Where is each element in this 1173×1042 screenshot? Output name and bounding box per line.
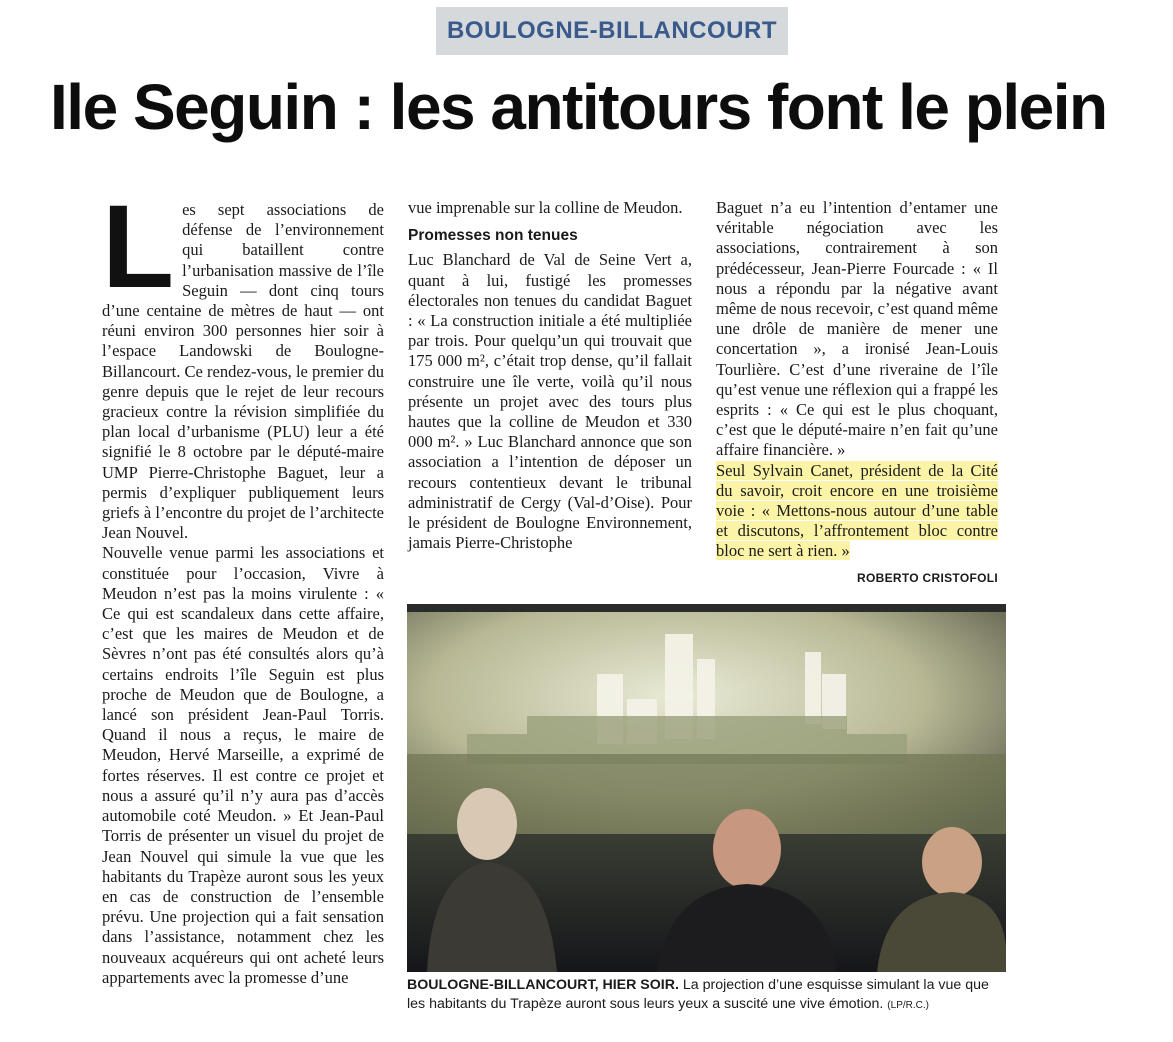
article-column-2 xyxy=(408,198,692,553)
drop-cap: L xyxy=(102,181,175,313)
caption-source: (LP/R.C.) xyxy=(887,1000,929,1011)
highlighted-text: Seul Sylvain Canet, président de la Cité du savoir, croit encore en une troisième voie : « Mettons-nous autour d’une table et discutons, l’affrontement bloc contre bloc ne sert à rien. » xyxy=(716,460,998,561)
article-column-1 xyxy=(102,181,384,988)
caption-text: La projection d’une esquisse simulant la vue que les habitants du Trapèze auront sous leurs yeux a suscité une vive émotion. xyxy=(407,977,989,1012)
subheading: Promesses non tenues xyxy=(408,227,578,245)
news-photo xyxy=(407,604,1006,972)
article-column-3 xyxy=(716,198,998,562)
article-paragraph-4: Luc Blanchard de Val de Seine Vert a, quant à lui, fustigé les promesses électorales non tenues du candidat Baguet : « La construction initiale a été multipliée par trois. Pour quelqu’un qui trouvait que 175 000 m², c’était trop dense, qu’il fallait construire une île verte, voilà qu’il nous présente un projet avec des tours plus hautes que la colline de Meudon et 330 000 m². » Luc Blanchard annonce que son association a l’intention de déposer un recours contentieux devant le tribunal administratif de Cergy (Val-d’Oise). Pour le président de Boulogne Environnement, jamais Pierre-Christophe xyxy=(408,250,692,553)
article-paragraph-3: vue imprenable sur la colline de Meudon. xyxy=(408,198,683,217)
section-kicker: BOULOGNE-BILLANCOURT xyxy=(436,7,788,55)
article-paragraph-5: Baguet n’a eu l’intention d’entamer une véritable négociation avec les associations, contrairement à son prédécesseur, Jean-Pierre Fourcade : « Il nous a répondu par la négative avant même de nous recevoir, c’est quand même une drôle de manière de mener une concertation », a ironisé Jean-Louis Tourlière. C’est d’une riveraine de l’île qu’est venue une réflexion qui a frappé les esprits : « Ce qui est le plus choquant, c’est que le député-maire n’en fait qu’une affaire financière. » xyxy=(716,198,998,460)
caption-lead: BOULOGNE-BILLANCOURT, HIER SOIR. xyxy=(407,977,679,993)
highlighted-quote xyxy=(716,461,998,562)
byline: ROBERTO CRISTOFOLI xyxy=(857,571,998,585)
article-paragraph-2: Nouvelle venue parmi les associations et constituée pour l’occasion, Vivre à Meudon n’est pas la moins virulente : « Ce qui est scandaleux dans cette affaire, c’est que les maires de Meudon et de Sèvres n’ont pas été consultés alors qu’à certains endroits l’île Seguin est plus proche de Meudon que de Boulogne, a lancé son président Jean-Paul Torris. Quand il nous a reçus, le maire de Meudon, Hervé Marseille, a exprimé de fortes réserves. Il est contre ce projet et nous a assuré qu’il n’y aura pas d’accès automobile coté Meudon. » Et Jean-Paul Torris de présenter un visuel du projet de Jean Nouvel qui simule la vue que les habitants du Trapèze auront sous les yeux en cas de construction de l’ensemble prévu. Une projection qui a fait sensation dans l’assistance, notamment chez les nouveaux acquéreurs qui ont acheté leurs appartements avec la promesse d’une xyxy=(102,543,384,987)
article-paragraph-1: es sept associations de défense de l’environnement qui bataillent contre l’urbanisation massive de l’île Seguin — dont cinq tours d’une centaine de mètres de haut — ont réuni environ 300 personnes hier soir à l’espace Landowski de Boulogne-Billancourt. Ce rendez-vous, le premier du genre depuis que le rejet de leur recours gracieux contre la révision simplifiée du plan local d’urbanisme (PLU) leur a été signifié le 8 octobre par le député-maire UMP Pierre-Christophe Baguet, leur a permis d’expliquer publiquement leurs griefs à l’encontre du projet de l’architecte Jean Nouvel. xyxy=(102,200,384,543)
headline: Ile Seguin : les antitours font le plein xyxy=(50,71,1107,143)
photo-caption xyxy=(407,976,1006,1026)
